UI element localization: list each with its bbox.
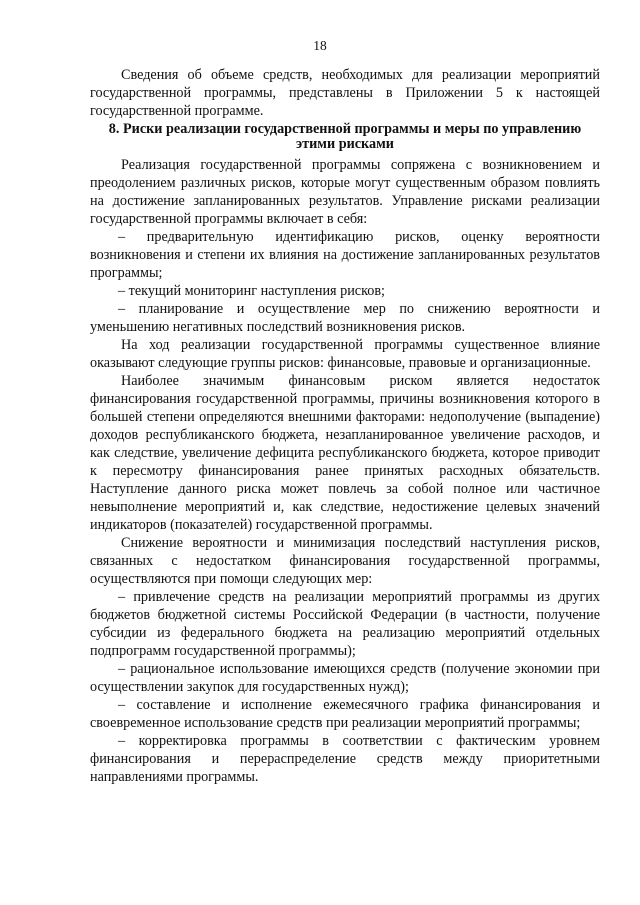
- list-item-monthly-schedule: – составление и исполнение ежемесячного графика финансирования и своевременное использование средств при реализации мероприятий программы;: [90, 697, 600, 731]
- list-item-monitoring: – текущий мониторинг наступления рисков;: [118, 283, 385, 299]
- page-body: [90, 66, 600, 786]
- paragraph-financial-risk: Наиболее значимым финансовым риском является недостаток финансирования государственной программы, причины возникновения которого в большей степени определяются внешними факторами: недополучение (выпадение) доходов республиканского бюджета, незапланированное увеличение расходов, и как следствие, увеличение дефицита республиканского бюджета, которое приводит к пересмотру финансирования ранее принятых расходных обязательств. Наступление данного риска может повлечь за собой полное или частичное невыполнение мероприятий и, как следствие, недостижение целевых значений индикаторов (показателей) государственной программы.: [90, 373, 600, 533]
- list-item-adjustment: – корректировка программы в соответствии с фактическим уровнем финансирования и перераспределение средств между приоритетными направлениями программы.: [90, 733, 600, 785]
- page-number: 18: [313, 38, 327, 53]
- paragraph-risk-groups: На ход реализации государственной программы существенное влияние оказывают следующие группы рисков: финансовые, правовые и организационные.: [90, 337, 600, 371]
- list-item-identification: – предварительную идентификацию рисков, оценку вероятности возникновения и степени их влияния на достижение запланированных результатов программы;: [90, 229, 600, 281]
- section-heading: 8. Риски реализации государственной программы и меры по управлению этими рисками: [108, 121, 582, 152]
- list-item-rational-use: – рациональное использование имеющихся средств (получение экономии при осуществлении закупок для государственных нужд);: [90, 661, 600, 695]
- paragraph-mitigation-intro: Снижение вероятности и минимизация последствий наступления рисков, связанных с недостатком финансирования государственной программы, осуществляются при помощи следующих мер:: [90, 535, 600, 587]
- list-item-attract-funds: – привлечение средств на реализации мероприятий программы из других бюджетов бюджетной системы Российской Федерации (в частности, получение субсидии из федерального бюджета на реализацию мероприятий отдельных подпрограмм государственной программы);: [90, 589, 600, 659]
- list-item-planning: – планирование и осуществление мер по снижению вероятности и уменьшению негативных последствий возникновения рисков.: [90, 301, 600, 335]
- paragraph-funding-info: Сведения об объеме средств, необходимых для реализации мероприятий государственной программы, представлены в Приложении 5 к настоящей государственной программе.: [90, 67, 600, 119]
- paragraph-risks-intro: Реализация государственной программы сопряжена с возникновением и преодолением различных рисков, которые могут существенным образом повлиять на достижение запланированных результатов. Управление рисками реализации государственной программы включает в себя:: [90, 157, 600, 227]
